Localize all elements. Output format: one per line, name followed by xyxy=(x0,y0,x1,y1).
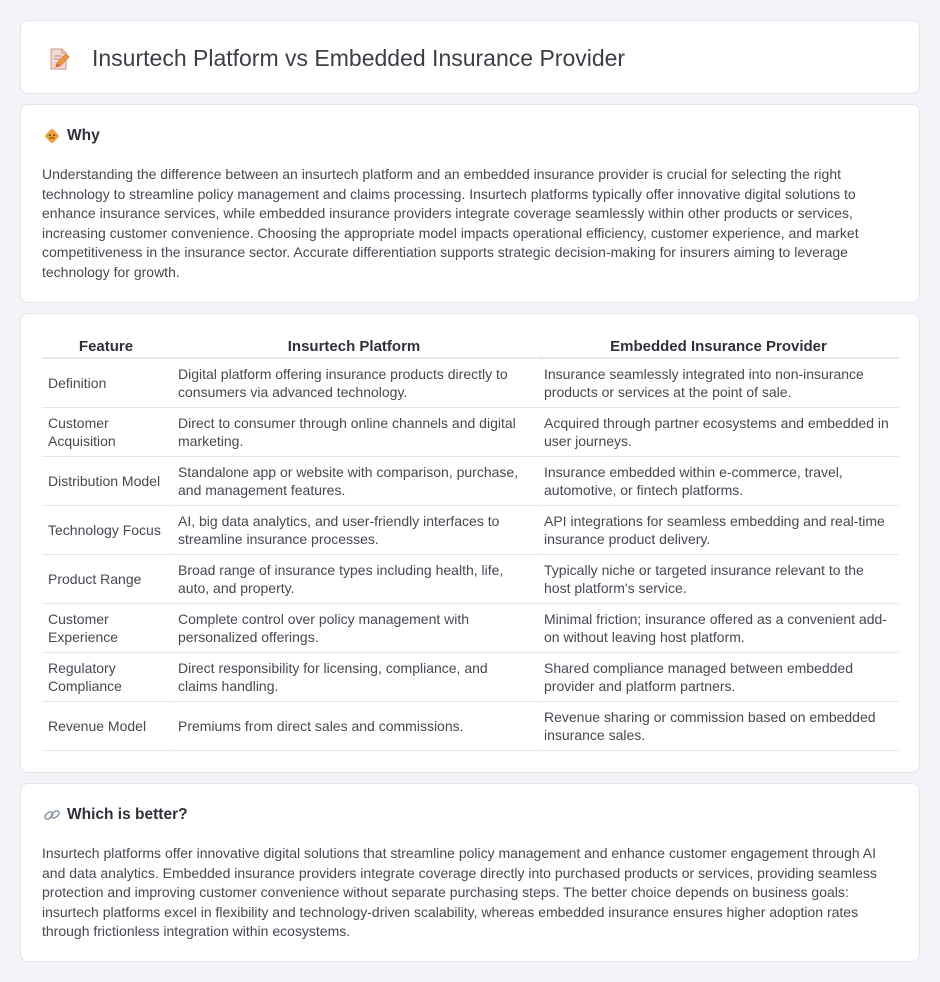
row-embedded: Minimal friction; insurance offered as a convenient add-on without leaving host platform. xyxy=(536,604,899,653)
row-insurtech: Direct to consumer through online channels and digital marketing. xyxy=(170,408,536,457)
header-insurtech: Insurtech Platform xyxy=(170,337,536,359)
row-feature: Customer Experience xyxy=(42,604,170,653)
row-insurtech: Broad range of insurance types including health, life, auto, and property. xyxy=(170,555,536,604)
table-row xyxy=(42,604,899,653)
row-insurtech: AI, big data analytics, and user-friendly interfaces to streamline insurance processes. xyxy=(170,506,536,555)
why-header xyxy=(43,127,100,145)
better-title: Which is better? xyxy=(67,806,188,823)
better-header xyxy=(43,806,188,824)
row-feature: Distribution Model xyxy=(42,457,170,506)
table-header-row xyxy=(42,337,899,359)
row-feature: Regulatory Compliance xyxy=(42,653,170,702)
table-row xyxy=(42,555,899,604)
table-row xyxy=(42,359,899,408)
page-title: Insurtech Platform vs Embedded Insurance Provider xyxy=(92,45,626,71)
why-section xyxy=(20,104,920,303)
row-embedded: Revenue sharing or commission based on embedded insurance sales. xyxy=(536,702,899,751)
comparison-card xyxy=(20,313,920,773)
why-text: Understanding the difference between an insurtech platform and an embedded insurance provider is crucial for selecting the right technology to streamline policy management and claims processing. Insurtech platforms typically offer innovative digital solutions to enhance insurance services, while embedded insurance providers integrate coverage seamlessly within other products or services, increasing customer convenience. Choosing the appropriate model impacts operational efficiency, customer experience, and market competitiveness in the insurance sector. Accurate differentiation supports strategic decision-making for insurers aiming to leverage technology for growth. xyxy=(42,166,859,280)
row-embedded: Shared compliance managed between embedded provider and platform partners. xyxy=(536,653,899,702)
diamond-warning-icon xyxy=(43,127,61,145)
table-row xyxy=(42,408,899,457)
table-row xyxy=(42,702,899,751)
comparison-table xyxy=(42,337,899,751)
document-pencil-icon xyxy=(46,46,72,72)
title-card xyxy=(20,20,920,94)
row-embedded: Typically niche or targeted insurance relevant to the host platform's service. xyxy=(536,555,899,604)
row-feature: Revenue Model xyxy=(42,702,170,751)
better-text: Insurtech platforms offer innovative digital solutions that streamline policy management and enhance customer engagement through AI and data analytics. Embedded insurance providers integrate coverage directly into purchased products or services, providing seamless protection and improving customer convenience without separate purchasing steps. The better choice depends on business goals: insurtech platforms excel in flexibility and technology-driven scalability, whereas embedded insurance ensures higher adoption rates through frictionless integration within ecosystems. xyxy=(42,845,878,939)
row-feature: Definition xyxy=(42,359,170,408)
link-icon xyxy=(43,806,61,824)
table-row xyxy=(42,653,899,702)
row-embedded: Insurance embedded within e-commerce, travel, automotive, or fintech platforms. xyxy=(536,457,899,506)
row-feature: Product Range xyxy=(42,555,170,604)
which-better-section xyxy=(20,783,920,962)
header-embedded: Embedded Insurance Provider xyxy=(536,337,899,359)
table-row xyxy=(42,457,899,506)
table-row xyxy=(42,506,899,555)
header-feature: Feature xyxy=(42,337,170,359)
row-embedded: Insurance seamlessly integrated into non-insurance products or services at the point of sale. xyxy=(536,359,899,408)
row-embedded: Acquired through partner ecosystems and embedded in user journeys. xyxy=(536,408,899,457)
row-embedded: API integrations for seamless embedding and real-time insurance product delivery. xyxy=(536,506,899,555)
row-insurtech: Complete control over policy management with personalized offerings. xyxy=(170,604,536,653)
why-title: Why xyxy=(67,127,100,144)
row-insurtech: Standalone app or website with comparison, purchase, and management features. xyxy=(170,457,536,506)
row-feature: Technology Focus xyxy=(42,506,170,555)
row-insurtech: Digital platform offering insurance products directly to consumers via advanced technology. xyxy=(170,359,536,408)
row-feature: Customer Acquisition xyxy=(42,408,170,457)
row-insurtech: Direct responsibility for licensing, compliance, and claims handling. xyxy=(170,653,536,702)
row-insurtech: Premiums from direct sales and commissions. xyxy=(170,702,536,751)
